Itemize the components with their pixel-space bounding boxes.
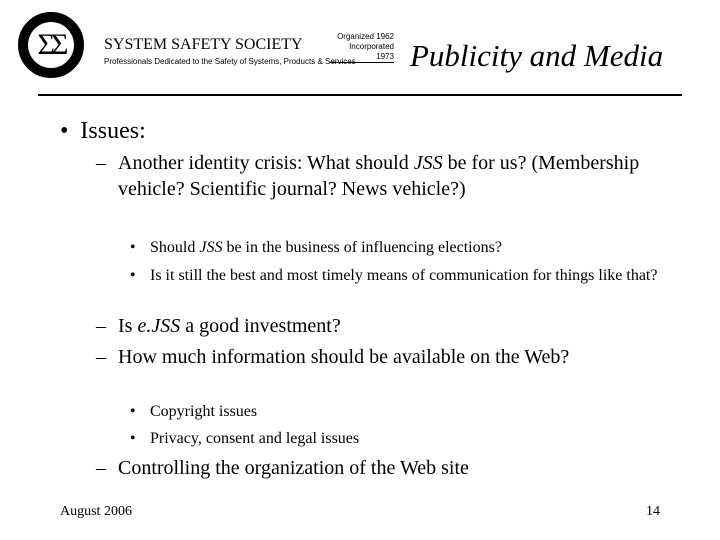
society-logo — [18, 12, 84, 78]
item-ejss-after: a good investment? — [180, 315, 341, 337]
header-divider — [38, 94, 682, 96]
page-number: 14 — [646, 504, 660, 519]
dash-marker: – — [96, 346, 106, 368]
item-identity-crisis-after: be for us? (Membership vehicle? Scientific journal? News vehicle?) — [118, 152, 640, 200]
sub-item-influencing-elections — [130, 238, 690, 258]
item-web-site-organization-text: Controlling the organization of the Web site — [118, 457, 469, 479]
item-identity-crisis-em: JSS — [413, 152, 443, 174]
bullet-marker: • — [130, 267, 136, 284]
org-tagline: Professionals Dedicated to the Safety of Systems, Products & Services — [104, 57, 356, 66]
sub-item-influencing-em: JSS — [199, 239, 223, 256]
sub-item-influencing-after: be in the business of influencing elections? — [222, 239, 502, 256]
organized-date: Organized 1962 — [337, 32, 394, 41]
item-ejss-em: e.JSS — [137, 315, 181, 337]
item-web-information-text: How much information should be available on the Web? — [118, 346, 570, 368]
sub-item-copyright-text: Copyright issues — [150, 403, 258, 420]
incorporated-date: Incorporated 1973 — [330, 42, 394, 63]
item-identity-crisis-before: Another identity crisis: What should — [118, 152, 414, 174]
dash-marker: – — [96, 315, 106, 337]
dash-marker: – — [96, 457, 106, 479]
org-dates — [330, 32, 394, 63]
item-ejss-before: Is — [118, 315, 138, 337]
item-web-information — [96, 344, 618, 370]
sub-item-best-means — [130, 266, 690, 286]
bullet-marker: • — [130, 403, 136, 420]
dash-marker: – — [96, 152, 106, 174]
sub-item-best-means-text: Is it still the best and most timely means of communication for things like that? — [150, 267, 658, 284]
item-identity-crisis — [96, 150, 678, 202]
sub-item-copyright — [130, 402, 690, 422]
sub-item-privacy — [130, 429, 690, 449]
issues-label: Issues: — [80, 118, 146, 144]
bullet-marker: • — [130, 239, 136, 256]
sigma-logo-icon: ΣΣ — [28, 22, 74, 68]
org-name: SYSTEM SAFETY SOCIETY — [104, 36, 303, 53]
footer-date: August 2006 — [60, 504, 132, 519]
item-web-site-organization — [96, 455, 678, 481]
item-ejss-investment — [96, 313, 678, 339]
slide-title: Publicity and Media — [410, 38, 664, 73]
bullet-marker: • — [130, 430, 136, 447]
bullet-issues: • Issues: — [60, 118, 146, 144]
sub-item-influencing-before: Should — [150, 239, 200, 256]
sub-item-privacy-text: Privacy, consent and legal issues — [150, 430, 360, 447]
